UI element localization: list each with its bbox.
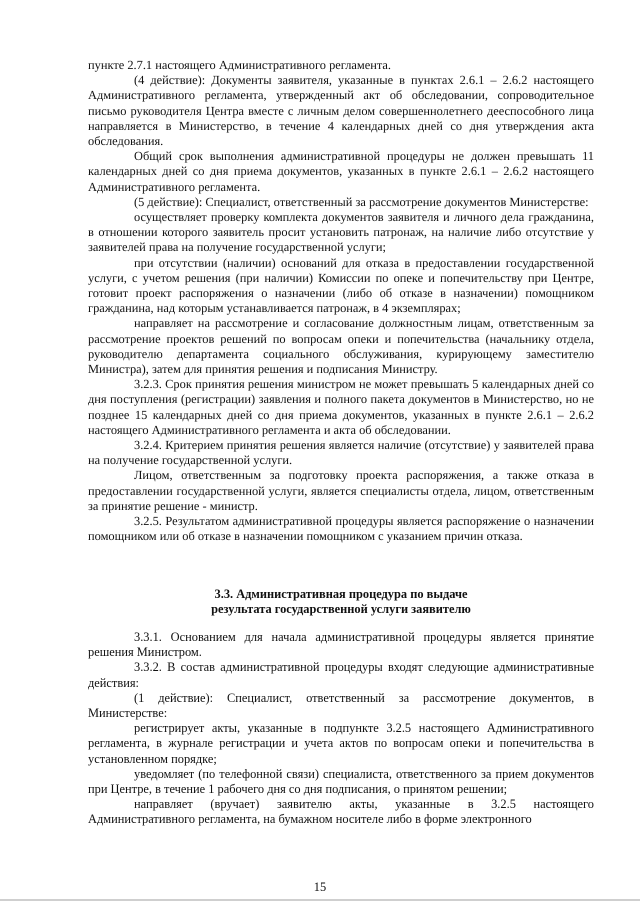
paragraph: 3.2.4. Критерием принятия решения является наличие (отсутствие) у заявителей права на получение государственной услуги. [88, 438, 594, 468]
paragraph: (1 действие): Специалист, ответственный за рассмотрение документов, в Министерстве: [88, 690, 594, 721]
section-heading [88, 587, 594, 617]
paragraph: (4 действие): Документы заявителя, указанные в пунктах 2.6.1 – 2.6.2 настоящего Административного регламента, утвержденный акт об обследовании, сопроводительное письмо руководителя Центра вместе с личным делом совершеннолетнего дееспособного лица направляется в Министерство, в течение 4 календарных дней со дня утверждения акта обследования. [88, 73, 594, 149]
paragraph: Лицом, ответственным за подготовку проекта распоряжения, а также отказа в предоставлении государственной услуги, является специалисты отдела, лицом, ответственным за принятие решение - министр. [88, 468, 594, 513]
section-heading-line: результата государственной услуги заявителю [211, 602, 471, 617]
document-body-upper [88, 58, 594, 545]
paragraph: (5 действие): Специалист, ответственный за рассмотрение документов Министерстве: [134, 194, 589, 209]
paragraph: пункте 2.7.1 настоящего Административного регламента. [88, 58, 392, 72]
paragraph: осуществляет проверку комплекта документов заявителя и личного дела гражданина, в отношении которого заявитель просит установить патронаж, на наличие либо отсутствие у заявителей права на получение государственной услуги; [88, 210, 594, 255]
paragraph: регистрирует акты, указанные в подпункте 3.2.5 настоящего Административного регламента, в журнале регистрации и учета актов по вопросам опеки и попечительства в установленном порядке; [88, 721, 594, 766]
section-heading-line: 3.3. Административная процедура по выдаче [214, 587, 468, 601]
page-number: 15 [313, 880, 327, 894]
paragraph: направляет на рассмотрение и согласование должностным лицам, ответственным за рассмотрение проектов решений по вопросам опеки и попечительства (начальнику отдела, руководителю департамента социального обслуживания, курирующему заместителю Министра), затем для принятия решения и подписания Министру. [88, 316, 594, 377]
paragraph: Общий срок выполнения административной процедуры не должен превышать 11 календарных дней со дня приема документов, указанных в пункте 2.6.1 – 2.6.2 настоящего Административного регламента. [88, 149, 594, 194]
paragraph: направляет (вручает) заявителю акты, указанные в 3.2.5 настоящего Административного регламента, на бумажном носителе либо в форме электронного [88, 797, 594, 827]
paragraph: при отсутствии (наличии) оснований для отказа в предоставлении государственной услуги, с учетом решения (при наличии) Комиссии по опеке и попечительству при Центре, готовит проект распоряжения о назначении (либо об отказе в назначении) помощником гражданина, над которым устанавливается патронаж, в 4 экземплярах; [88, 255, 594, 316]
paragraph: 3.3.1. Основанием для начала административной процедуры является принятие решения Министром. [88, 630, 594, 660]
document-body-lower [88, 630, 594, 828]
paragraph: уведомляет (по телефонной связи) специалиста, ответственного за прием документов при Центре, в течение 1 рабочего дня со дня подписания, о принятом решении; [88, 766, 594, 797]
scan-edge-divider [0, 899, 640, 901]
paragraph: 3.2.3. Срок принятия решения министром не может превышать 5 календарных дней со дня поступления (регистрации) заявления и полного пакета документов в Министерство, но не позднее 15 календарных дней со дня приема документов, указанных в пункте 2.6.1 – 2.6.2 настоящего Административного регламента и акта об обследовании. [88, 377, 594, 437]
paragraph: 3.2.5. Результатом административной процедуры является распоряжение о назначении помощником или об отказе в назначении помощником с указанием причин отказа. [88, 514, 594, 544]
paragraph: 3.3.2. В состав административной процедуры входят следующие административные действия: [88, 660, 594, 690]
